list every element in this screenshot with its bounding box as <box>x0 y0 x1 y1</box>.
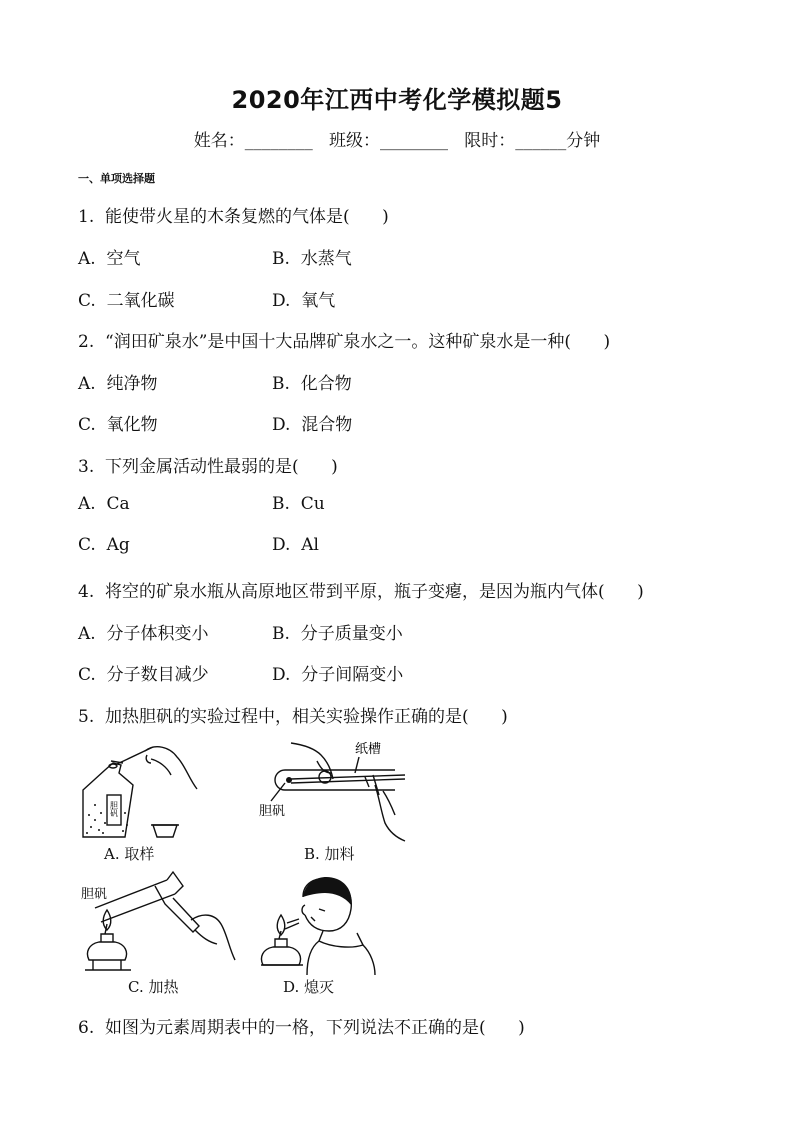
question-2-option-d: D. 混合物 <box>272 415 353 435</box>
question-6-stem: 6. 如图为元素周期表中的一格，下列说法不正确的是( ) <box>78 1018 525 1038</box>
page-title: 2020年江西中考化学模拟题5 <box>231 86 563 114</box>
figure-a-caption: A. 取样 <box>104 845 155 863</box>
question-1-stem: 1. 能使带火星的木条复燃的气体是( ) <box>78 207 389 227</box>
question-1-option-b: B. 水蒸气 <box>272 249 352 269</box>
figure-b-copper-sulfate-label: 胆矾 <box>259 804 286 819</box>
question-1-option-d: D. 氧气 <box>272 291 336 311</box>
figure-b-trough-label: 纸槽 <box>355 742 382 757</box>
student-info-line: 姓名：________ 班级：________ 限时：______分钟 <box>193 131 601 151</box>
figure-d-caption: D. 熄灭 <box>283 978 335 996</box>
figure-a-sampling <box>75 745 205 845</box>
figure-a-bottle-label: 胆矾 <box>109 801 119 817</box>
question-4-option-d: D. 分子间隔变小 <box>272 665 404 685</box>
question-3-stem: 3. 下列金属活动性最弱的是( ) <box>78 457 338 477</box>
question-2-option-c: C. 氧化物 <box>78 415 158 435</box>
question-3-option-d: D. Al <box>272 535 319 555</box>
question-3-option-b: B. Cu <box>272 494 325 514</box>
question-4-option-a: A. 分子体积变小 <box>78 624 209 644</box>
figure-c-caption: C. 加热 <box>128 978 179 996</box>
section-heading: 一、单项选择题 <box>78 172 155 185</box>
question-1-option-a: A. 空气 <box>78 249 141 269</box>
question-2-stem: 2. “润田矿泉水”是中国十大品牌矿泉水之一。这种矿泉水是一种( ) <box>78 332 611 352</box>
question-3-option-c: C. Ag <box>78 535 130 555</box>
figure-b-caption: B. 加料 <box>304 845 355 863</box>
question-3-option-a: A. Ca <box>78 494 130 514</box>
question-2-option-b: B. 化合物 <box>272 374 352 394</box>
figure-c-heating <box>75 868 240 978</box>
question-1-option-c: C. 二氧化碳 <box>78 291 175 311</box>
question-5-stem: 5. 加热胆矾的实验过程中，相关实验操作正确的是( ) <box>78 707 508 727</box>
question-2-option-a: A. 纯净物 <box>78 374 158 394</box>
figure-c-copper-sulfate-label: 胆矾 <box>81 887 108 902</box>
question-4-stem: 4. 将空的矿泉水瓶从高原地区带到平原，瓶子变瘪，是因为瓶内气体( ) <box>78 582 644 602</box>
question-4-option-c: C. 分子数目减少 <box>78 665 209 685</box>
question-4-option-b: B. 分子质量变小 <box>272 624 403 644</box>
figure-d-extinguishing <box>255 875 385 980</box>
figure-b-adding <box>255 735 425 845</box>
